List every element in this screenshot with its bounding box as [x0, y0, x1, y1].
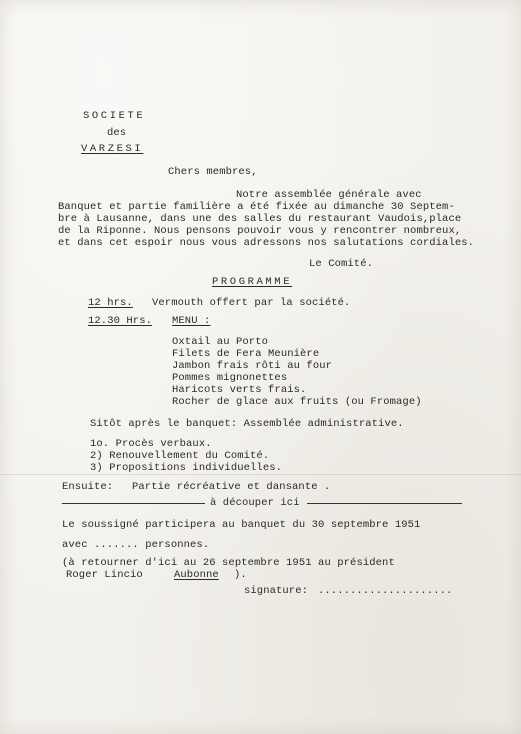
signature-label: signature: [244, 585, 309, 597]
after-banquet: Sitôt après le banquet: Assemblée administrative. [90, 418, 404, 430]
then-label: Ensuite: [62, 481, 114, 493]
menu-item-2: Filets de Fera Meunière [172, 348, 320, 360]
society-title-line1: SOCIETE [83, 110, 146, 122]
cut-line-right [307, 503, 462, 504]
slip-president-place: Aubonne [174, 569, 219, 581]
agenda-item-1: 1o. Procès verbaux. [90, 438, 212, 450]
society-title-line2: des [107, 127, 127, 139]
body-line-1: Notre assemblée générale avec [236, 189, 422, 201]
body-line-5: et dans cet espoir nous vous adressons nos salutations cordiales. [58, 237, 475, 249]
cut-line-left [62, 503, 205, 504]
slip-line-4-end: ). [234, 569, 247, 581]
programme-time-2: 12.30 Hrs. [88, 315, 153, 327]
body-line-2: Banquet et partie familière a été fixée au dimanche 30 Septem- [58, 201, 455, 213]
menu-item-1: Oxtail au Porto [172, 336, 269, 348]
programme-item-1: Vermouth offert par la société. [152, 297, 351, 309]
menu-item-5: Haricots verts frais. [172, 384, 307, 396]
programme-time-1: 12 hrs. [88, 297, 133, 309]
agenda-item-2: 2) Renouvellement du Comité. [90, 450, 270, 462]
menu-item-6: Rocher de glace aux fruits (ou Fromage) [172, 396, 422, 408]
then-text: Partie récréative et dansante . [132, 481, 331, 493]
society-title-line3: VARZESI [81, 143, 144, 155]
body-line-3: bre à Lausanne, dans une des salles du restaurant Vaudois,place [58, 213, 462, 225]
paper-fold [0, 474, 521, 475]
cut-label: à découper ici [210, 497, 300, 509]
menu-item-3: Jambon frais rôti au four [172, 360, 333, 372]
signature-line: ..................... [318, 585, 453, 597]
signoff: Le Comité. [309, 258, 374, 270]
body-line-4: de la Riponne. Nous pensons pouvoir vous y rencontrer nombreux, [58, 225, 462, 237]
agenda-item-3: 3) Propositions individuelles. [90, 462, 283, 474]
menu-item-4: Pommes mignonettes [172, 372, 288, 384]
slip-president-name: Roger Lincio [66, 569, 143, 581]
slip-line-3: (à retourner d'ici au 26 septembre 1951 au président [62, 557, 395, 569]
programme-title: PROGRAMME [212, 276, 293, 288]
slip-line-2: avec ....... personnes. [62, 539, 210, 551]
menu-label: MENU : [172, 315, 211, 327]
slip-line-1: Le soussigné participera au banquet du 30 septembre 1951 [62, 519, 421, 531]
salutation: Chers membres, [168, 166, 258, 178]
